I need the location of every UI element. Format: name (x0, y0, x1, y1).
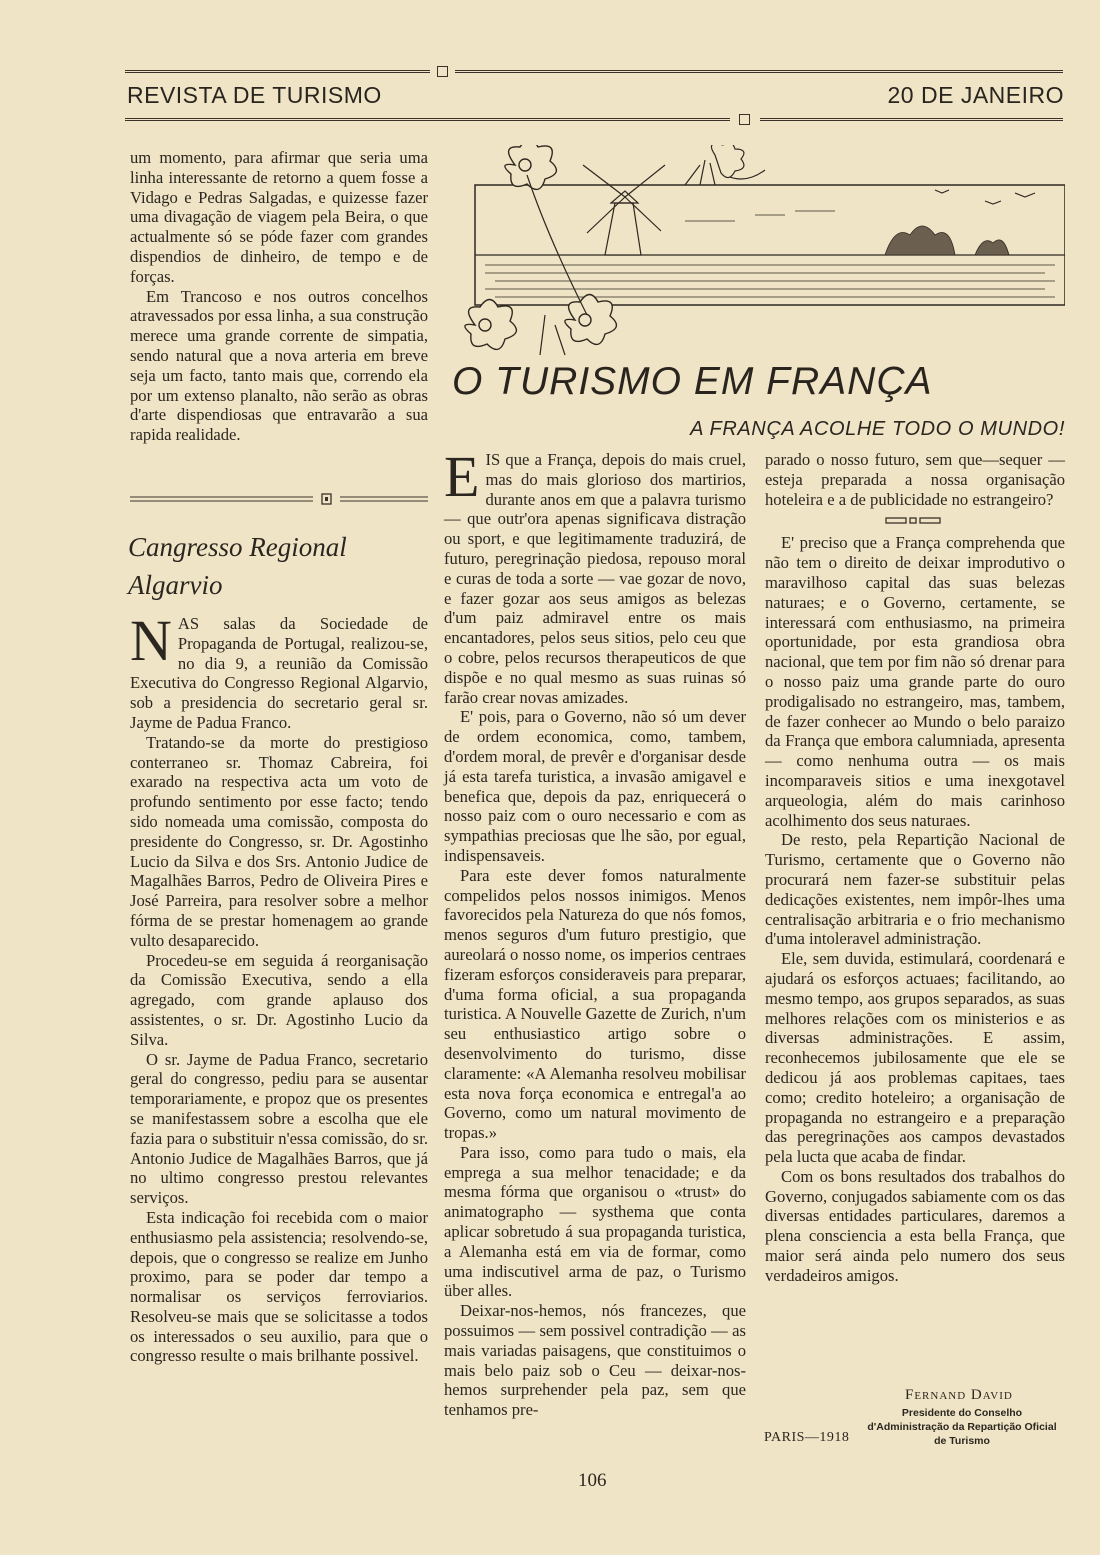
header-top-rule-right (455, 70, 1063, 73)
magazine-title: REVISTA DE TURISMO (127, 82, 382, 108)
paragraph: De resto, pela Repartição Nacional de Turismo, certamente que o Governo não procurará nem fazer-se substituir pelas dedicações existentes, nem impôr-lhes uma centralisação arbitraria e o frio mechanismo d'uma intoleravel administração. (765, 830, 1065, 949)
paragraph: AS salas da Sociedade de Propaganda de Portugal, realizou-se, no dia 9, a reunião da Comissão Executiva do Congresso Regional Algarvio, sob a presidencia do secretario geral sr. Jayme de Padua Franco. (130, 614, 428, 732)
header-bottom-rule-right (760, 118, 1063, 121)
author-role: Presidente do Conselho d'Administração da Repartição Oficial de Turismo (867, 1407, 1057, 1447)
dateline: PARIS—1918 (764, 1430, 850, 1445)
ornament-divider-icon (885, 515, 945, 527)
article-column-middle (444, 444, 746, 1420)
dropcap-letter: E (444, 444, 480, 509)
paragraph: IS que a França, depois do mais cruel, mas do mais glorioso dos martirios, durante anos em que a palavra turismo — que outr'ora apenas significava distração ou sport, e que legitimamente traduzirá, de futuro, peregrinação piedosa, repouso moral e curas de toda a sorte — vae gozar de novo, e fazer gozar aos seus amigos as belezas d'um paiz admiravel entre os mais encantadores, pelos seus sitios, pelo ceu que o cobre, pelos recursos therapeuticos de que dispõe e no qual mesmo as suas ruinas só farão crear novas amizades. (444, 450, 746, 707)
header-ornament-square-2 (739, 114, 750, 125)
article-subtitle: A FRANÇA ACOLHE TODO O MUNDO! (690, 418, 1065, 440)
paragraph: Deixar-nos-hemos, nós francezes, que possuimos — sem possivel contradição — as mais variadas paisagens, que constituimos o mais belo paiz sob o Ceu — deixar-nos-hemos surprehender pela paz, sem que tenhamos pre- (444, 1301, 746, 1420)
paragraph: Ele, sem duvida, estimulará, coordenará e ajudará os esforços actuaes; facilitando, ao mesmo tempo, aos grupos separados, as suas melhores relações com os ministerios e as diversas administrações. E assim, reconhecemos jubilosamente que ele se dedicou já aos problemas capitaes, taes como; credito hoteleiro; a organisação de propaganda no estrangeiro e a preparação das peregrinações aos campos devastados pela lucta que acaba de findar. (765, 949, 1065, 1167)
windmill-landscape-illustration (455, 145, 1065, 360)
paragraph: E' pois, para o Governo, não só um dever de ordem economica, como, tambem, d'ordem moral, de prevêr e d'organisar desde já esta tarefa turistica, a invasão amigavel e benefica que, depois da paz, enriquecerá o nosso paiz com o ouro necessario e com as sympathias preciosas que lhe são, por egual, indispensaveis. (444, 707, 746, 865)
ornament-divider (765, 509, 1065, 533)
paragraph: Em Trancoso e nos outros concelhos atravessados por essa linha, a sua construção merece uma grande corrente de simpatia, sendo natural que a nova arteria em breve seja um facto, tanto mais que, correndo ela por um extenso planalto, não serão as obras d'arte dispendiosas que entravarão a sua rapida realidade. (130, 286, 428, 445)
congress-title: Cangresso Regional Algarvio (128, 532, 347, 600)
issue-date: 20 DE JANEIRO (887, 82, 1064, 108)
header-ornament-square (437, 66, 448, 77)
paragraph: O sr. Jayme de Padua Franco, secretario geral do congresso, pediu para se ausentar temporariamente, e propoz que os presentes se manifestassem sobre a escolha que ele fazia para o substituir n'essa comissão, do sr. Antonio Judice de Magalhães Barros, que já no ultimo congresso prestou relevantes serviços. (130, 1049, 428, 1208)
dropcap-letter: N (130, 608, 172, 673)
paragraph: Para este dever fomos naturalmente compelidos pelos nossos inimigos. Menos favorecidos pela Natureza do que nós fomos, menos seguros d'um futuro prestigio, que aureolará o nosso nome, os imperios centraes fizeram esforços consideraveis para preparar, d'uma forma oficial, a sua propaganda turistica. A Nouvelle Gazette de Zurich, n'um seu enthusiastico artigo sobre o desenvolvimento do turismo, disse claramente: «A Alemanha resolveu mobilisar esta nova força economica e entregal'a ao Governo, como um natural movimento de tropas.» (444, 865, 746, 1143)
paragraph: Tratando-se da morte do prestigioso conterraneo sr. Thomaz Cabreira, foi exarado na respectiva acta um voto de profundo sentimento por esse facto; tendo sido nomeada uma comissão, composta do presidente do Congresso, sr. Dr. Agostinho Lucio da Silva e dos Srs. Antonio Judice de Magalhães Barros, Pedro de Oliveira Pires e José Parreira, para resolver sobre a melhor fórma de se prestar homenagem ao grande vulto desaparecido. (130, 732, 428, 950)
paragraph: um momento, para afirmar que seria uma linha interessante de retorno a quem fosse a Vidago e Pedras Salgadas, e quizesse fazer uma divagação de viagem pela Beira, o que actualmente só se póde fazer com grandes dispendios de dinheiro, de tempo e de forças. (130, 148, 428, 286)
article-column-right (765, 450, 1065, 1286)
article-title: O TURISMO EM FRANÇA (452, 360, 933, 403)
paragraph: Com os bons resultados dos trabalhos do Governo, conjugados sabiamente com os das diversas entidades particulares, daremos a plena consciencia a esta bella França, que maior será ainda pelo numero dos seus verdadeiros amigos. (765, 1166, 1065, 1285)
congress-article (130, 608, 428, 1366)
paragraph: Esta indicação foi recebida com o maior enthusiasmo pela assistencia; resolvendo-se, depois, que o congresso se realize em Junho proximo, para se poder dar tempo a normalisar os serviços ferroviarios. Resolveu-se mais que se solicitasse a todos os interessados o seu auxilio, para que o congresso resulte o mais brilhante possivel. (130, 1207, 428, 1366)
author-name: Fernand David (905, 1387, 1013, 1403)
paragraph: Procedeu-se em seguida á reorganisação da Comissão Executiva, sendo a ella agregado, com grande aplauso dos assistentes, o sr. Dr. Agostinho Lucio da Silva. (130, 950, 428, 1049)
section-divider (130, 493, 430, 507)
page-number: 106 (578, 1470, 607, 1491)
header-bottom-rule-left (125, 118, 730, 121)
paragraph: E' preciso que a França comprehenda que não tem o direito de deixar improdutivo o maravilhoso capital das suas belezas naturaes; e o Governo, certamente, se interessará com enthusiasmo, na primeira oportunidade, por esta grandiosa obra nacional, que tem por fim não só drenar para o nosso paiz uma grande parte do ouro prodigalisado no estrangeiro, mas, tambem, de fazer conhecer ao Mundo o belo paraizo da França que embora calumniada, apresenta — como nenhuma outra — os mais incomparaveis sitios e uma inexgotavel arqueologia, além do mais carinhoso acolhimento dos seus naturaes. (765, 533, 1065, 830)
paragraph: parado o nosso futuro, sem que—sequer — esteja preparada a nossa organisação hoteleira e a de publicidade no estrangeiro? (765, 450, 1065, 509)
left-column-text (130, 148, 428, 445)
paragraph: Para isso, como para tudo o mais, ela emprega a sua melhor tenacidade; e da mesma fórma que organisou o «trust» do animatographo — systhema que conta aplicar sobretudo á sua propaganda turistica, a Alemanha está em via de formar, como uma indiscutivel arma de paz, o Turismo über alles. (444, 1142, 746, 1301)
header-top-rule-left (125, 70, 430, 73)
